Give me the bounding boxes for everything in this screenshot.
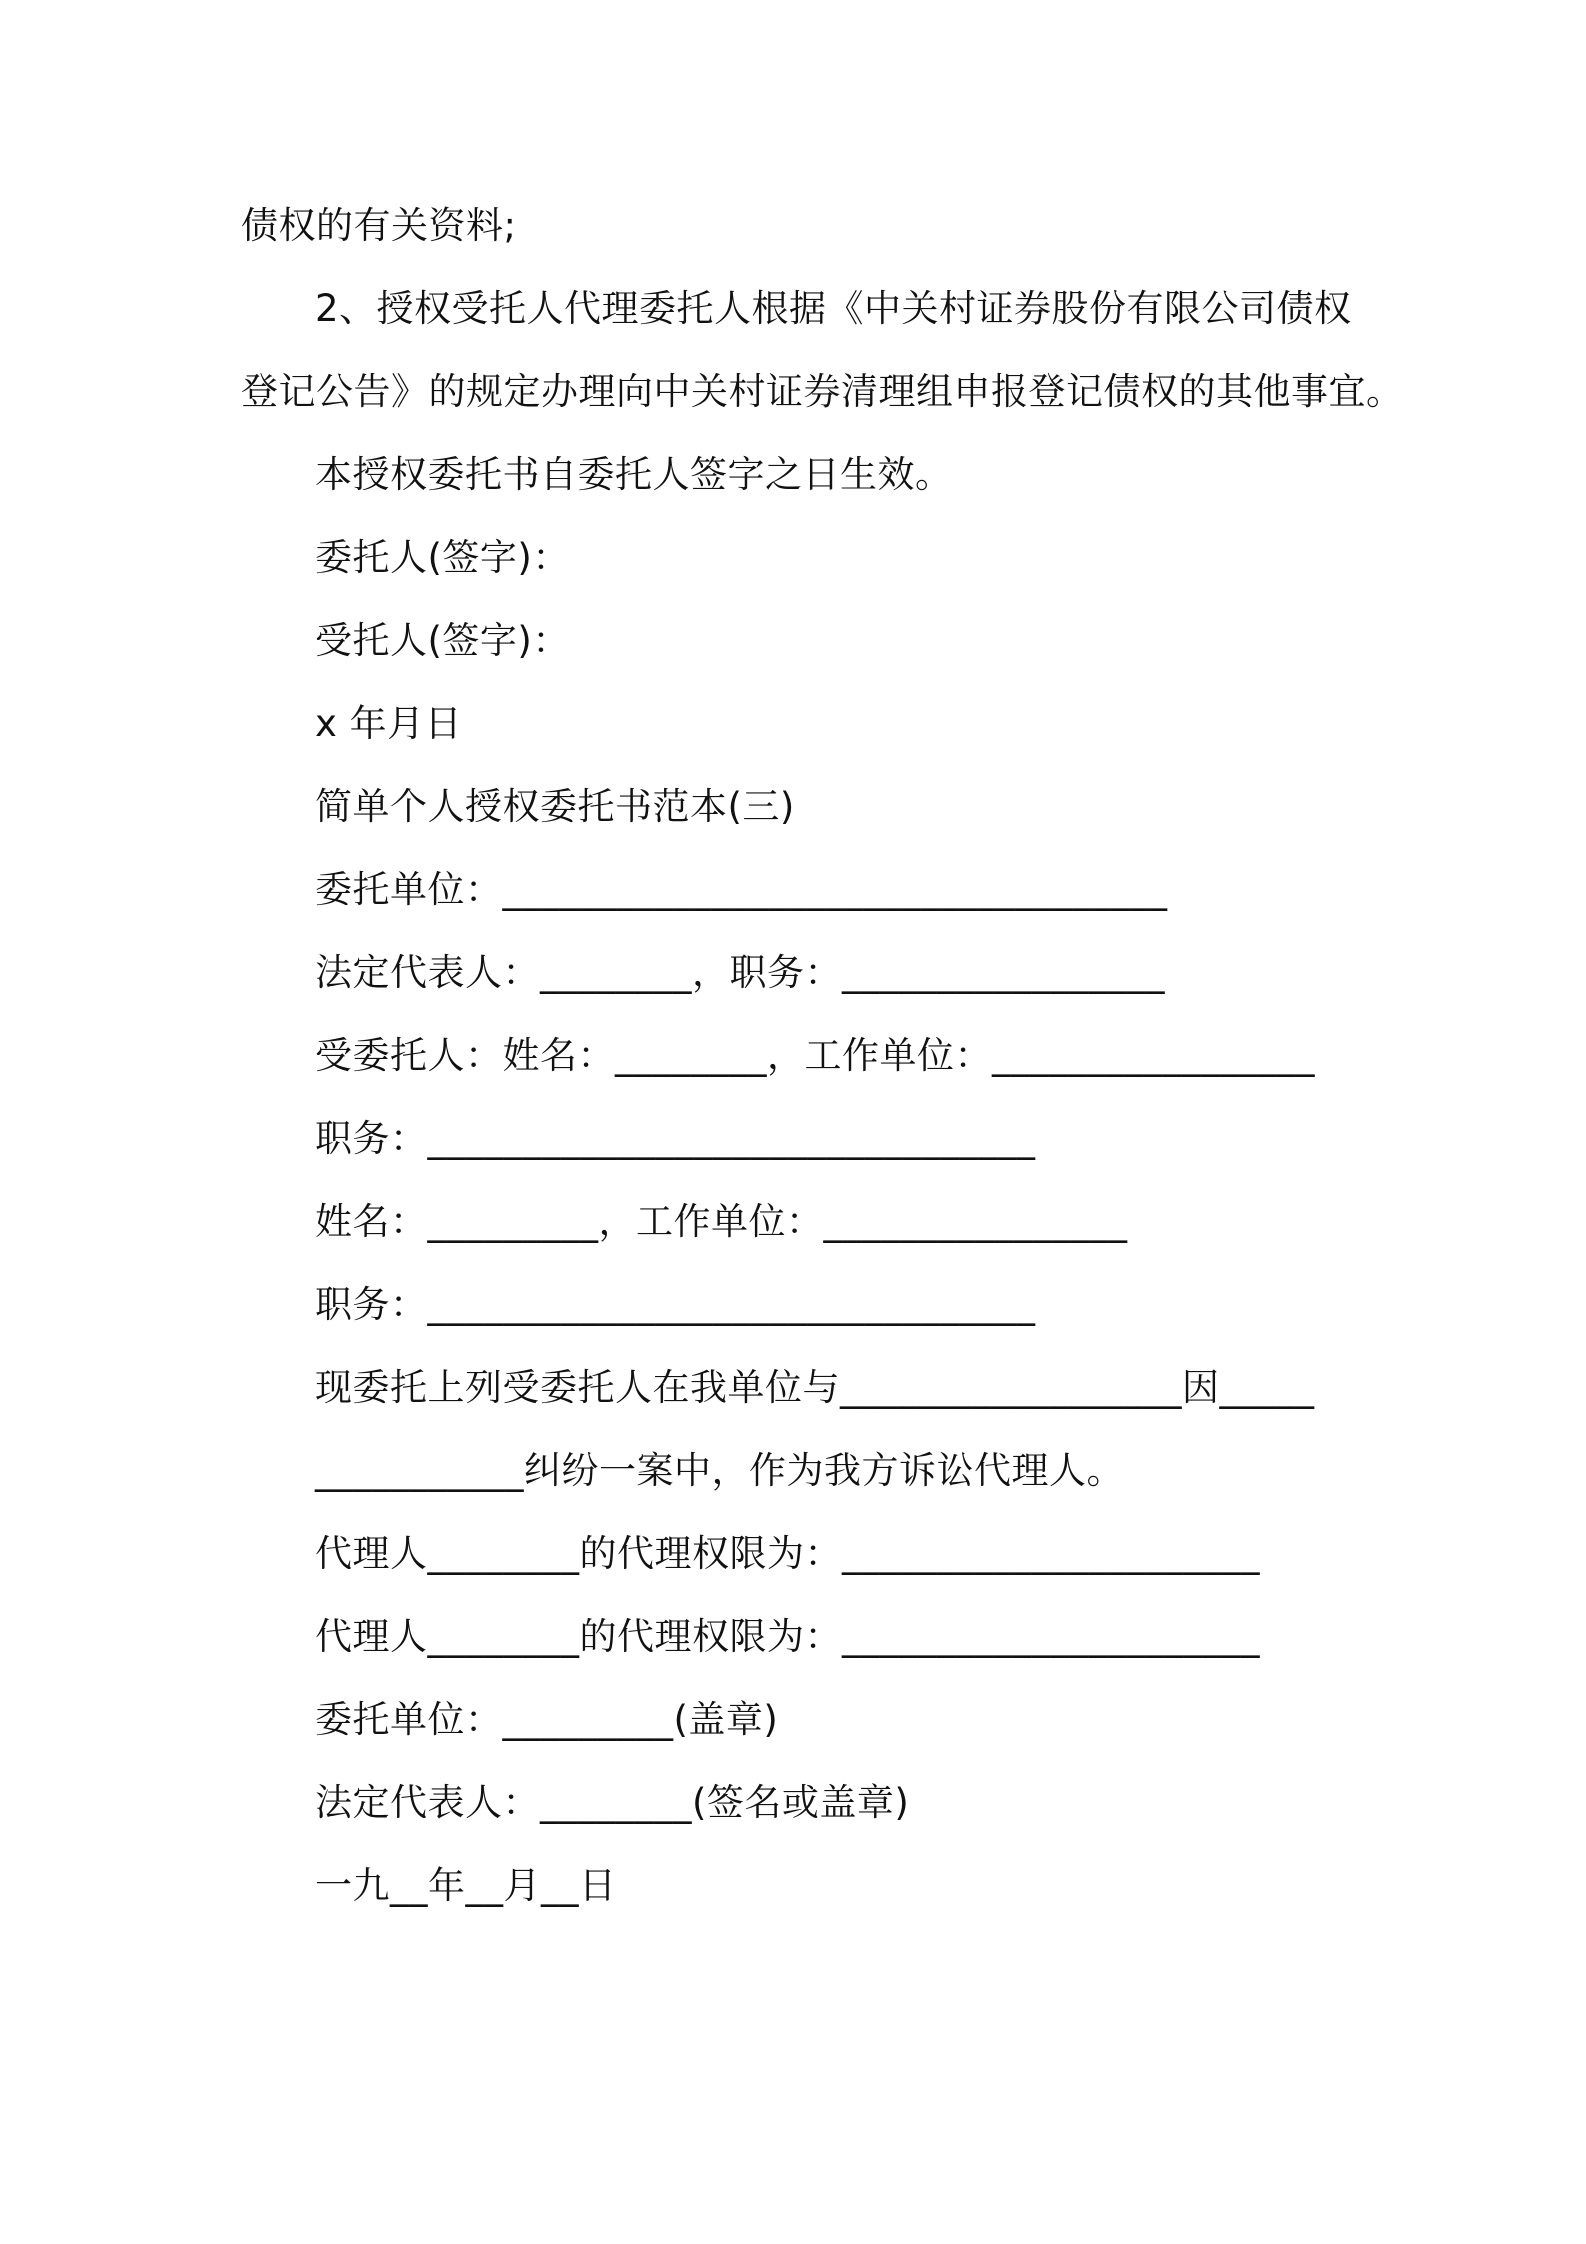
- text-line-5: 委托人(签字)：: [315, 536, 570, 579]
- text-line-10: 法定代表人：________，职务：_________________: [315, 951, 1165, 994]
- text-line-6: 受托人(签字)：: [315, 619, 570, 662]
- text-line-20: 法定代表人：________(签名或盖章): [315, 1781, 910, 1824]
- section-heading: 简单个人授权委托书范本(三): [315, 785, 795, 828]
- text-line-21: 一九__年__月__日: [315, 1864, 617, 1907]
- text-line-12: 职务：________________________________: [315, 1117, 1036, 1160]
- text-line-18: 代理人________的代理权限为：______________________: [315, 1615, 1260, 1658]
- text-line-9: 委托单位：___________________________________: [315, 868, 1168, 911]
- text-line-16: ___________纠纷一案中，作为我方诉讼代理人。: [315, 1449, 1124, 1492]
- text-line-14: 职务：________________________________: [315, 1283, 1036, 1326]
- text-line-13: 姓名：_________，工作单位：________________: [315, 1200, 1128, 1243]
- text-line-1: 债权的有关资料;: [241, 204, 517, 247]
- text-line-4: 本授权委托书自委托人签字之日生效。: [315, 453, 953, 496]
- text-line-11: 受委托人：姓名：________，工作单位：_________________: [315, 1034, 1315, 1077]
- text-line-17: 代理人________的代理权限为：______________________: [315, 1532, 1260, 1575]
- text-line-19: 委托单位：_________(盖章): [315, 1698, 779, 1741]
- text-line-2: 2、授权受托人代理委托人根据《中关村证券股份有限公司债权: [315, 287, 1352, 330]
- text-line-15: 现委托上列受委托人在我单位与__________________因_____: [315, 1366, 1315, 1409]
- text-line-3: 登记公告》的规定办理向中关村证券清理组申报登记债权的其他事宜。: [241, 370, 1404, 413]
- text-line-7: x 年月日: [315, 702, 463, 745]
